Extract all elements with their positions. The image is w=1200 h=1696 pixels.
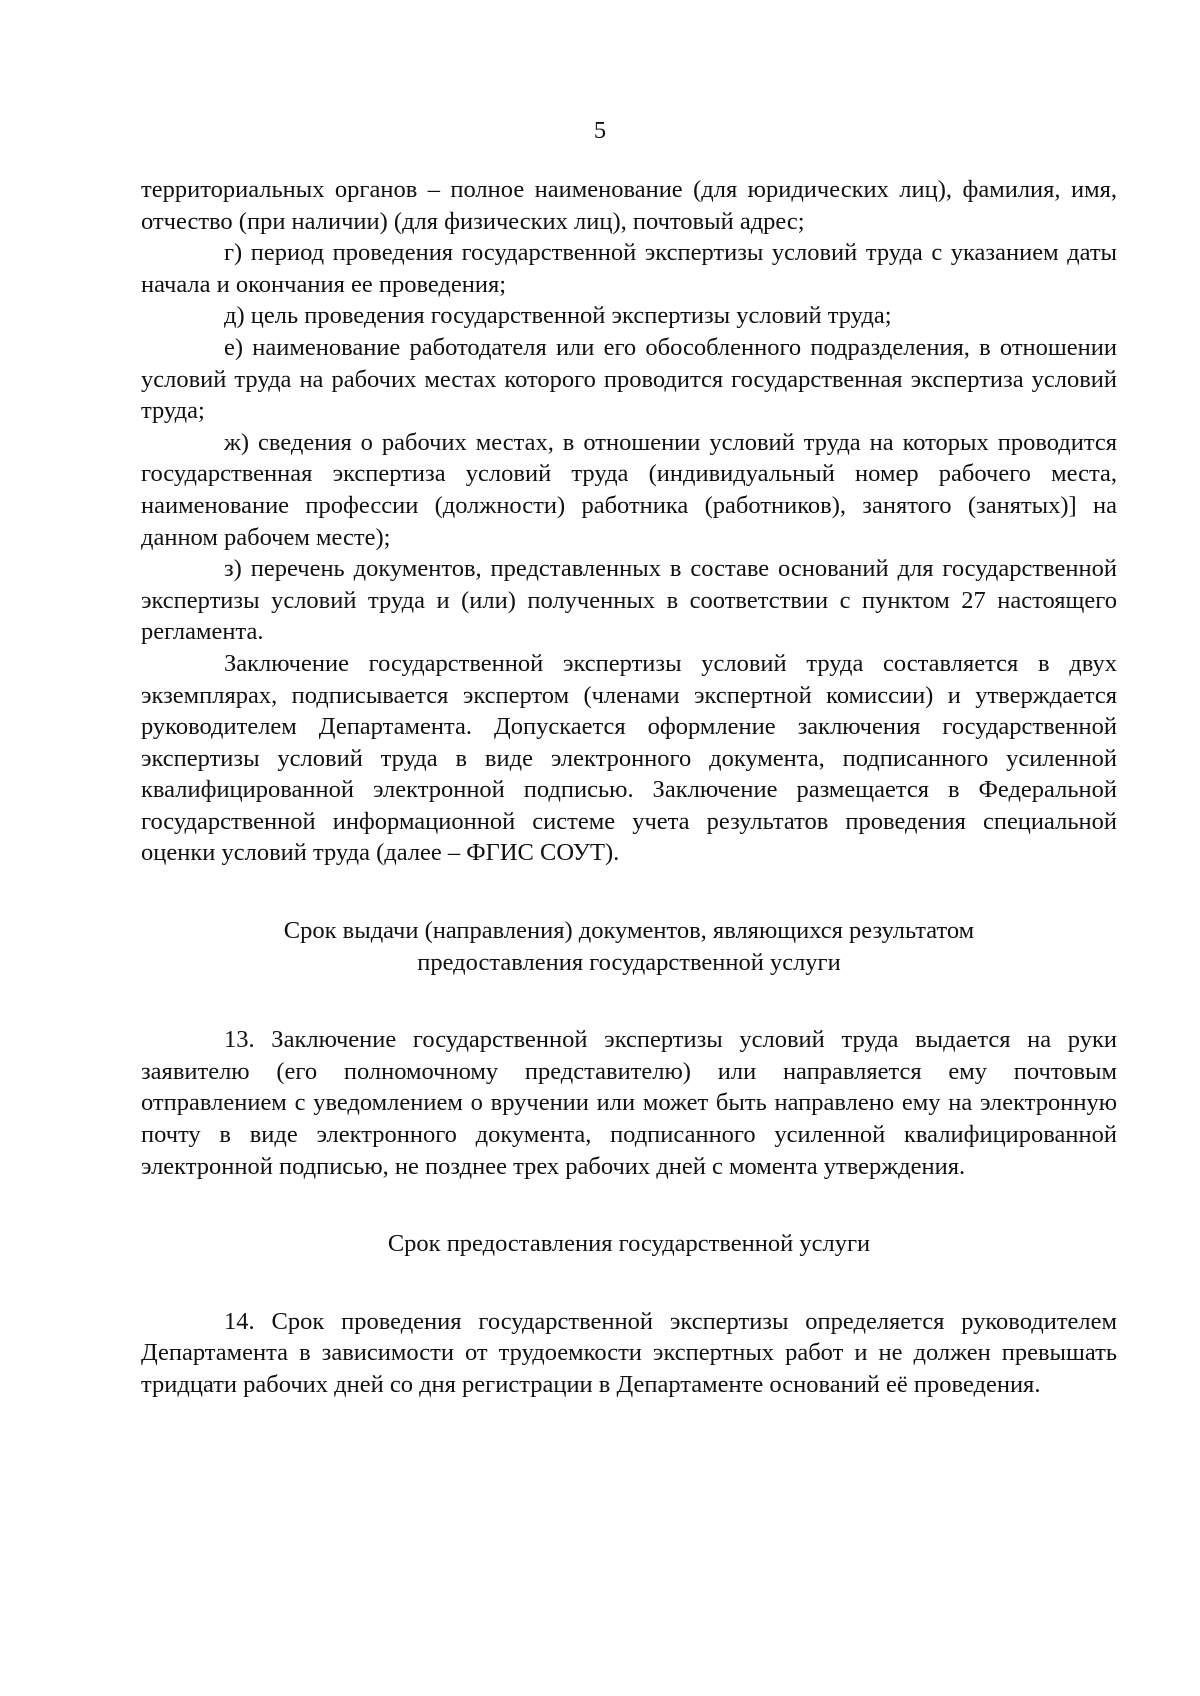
list-item-g: г) период проведения государственной экспертизы условий труда с указанием даты начала и окончания ее проведения; [141,239,1117,298]
document-body [141,174,1117,1401]
list-item-e: е) наименование работодателя или его обособленного подразделения, в отношении условий труда на рабочих местах которого проводится государственная экспертиза условий труда; [141,333,1117,425]
list-item-d: д) цель проведения государственной экспертизы условий труда; [224,302,892,330]
page-number: 5 [593,117,607,144]
list-item-z: з) перечень документов, представленных в составе оснований для государственной экспертизы условий труда и (или) полученных в соответствии с пунктом 27 настоящего регламента. [141,555,1117,646]
section-heading-line: Срок выдачи (направления) документов, являющихся результатом [283,917,975,945]
paragraph-13: 13. Заключение государственной экспертизы условий труда выдается на руки заявителю (его полномочному представителю) или направляется ему почтовым отправлением с уведомлением о вручении или может быть направлено ему на электронную почту в виде электронного документа, подписанного усиленной квалифицированной электронной подписью, не позднее трех рабочих дней с момента утверждения. [141,1026,1117,1180]
section-heading-issue-term [141,915,1117,978]
section-heading-service-term: Срок предоставления государственной услуги [387,1230,871,1258]
paragraph-conclusion: Заключение государственной экспертизы условий труда составляется в двух экземплярах, подписывается экспертом (членами экспертной комиссии) и утверждается руководителем Департамента. Допускается оформление заключения государственной экспертизы условий труда в виде электронного документа, подписанного усиленной квалифицированной электронной подписью. Заключение размещается в Федеральной государственной информационной системе учета результатов проведения специальной оценки условий труда (далее – ФГИС СОУТ). [141,649,1117,867]
section-heading-line: предоставления государственной услуги [417,948,841,976]
paragraph-continuation: территориальных органов – полное наименование (для юридических лиц), фамилия, имя, отчество (при наличии) (для физических лиц), почтовый адрес; [141,176,1117,235]
paragraph-14: 14. Срок проведения государственной экспертизы определяется руководителем Департамента в зависимости от трудоемкости экспертных работ и не должен превышать тридцати рабочих дней со дня регистрации в Департаменте оснований её проведения. [141,1307,1117,1398]
list-item-zh: ж) сведения о рабочих местах, в отношении условий труда на которых проводится государственная экспертиза условий труда (индивидуальный номер рабочего места, наименование профессии (должности) работника (работников), занятого (занятых)] на данном рабочем месте); [141,428,1117,551]
